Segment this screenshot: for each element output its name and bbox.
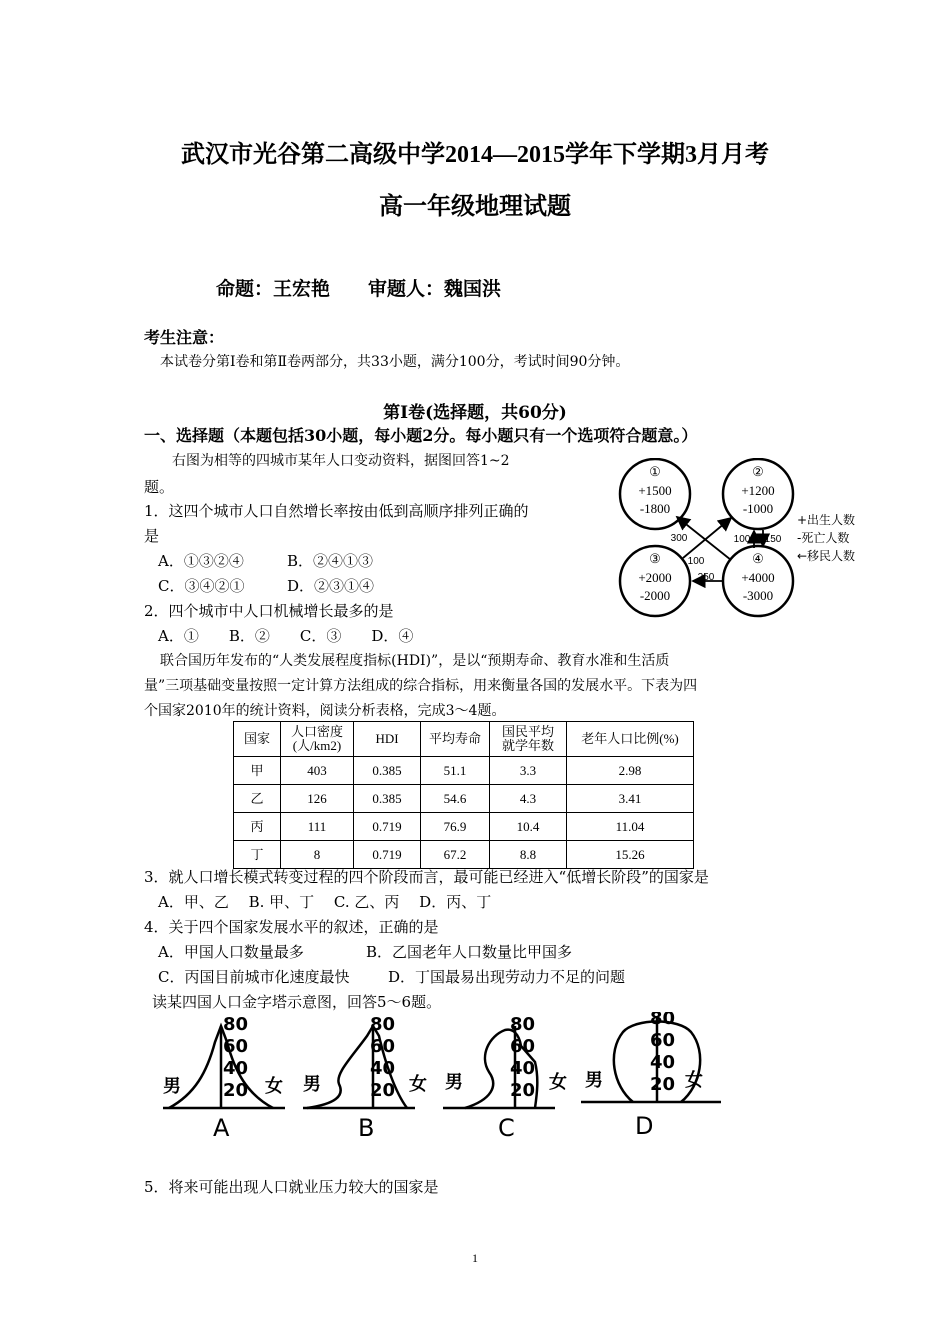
pyr-c-tick-40: 40 bbox=[510, 1058, 536, 1079]
q3-options: A．甲、乙 B. 甲、丁 C. 乙、丙 D．丙、丁 bbox=[158, 893, 492, 911]
population-pyramids bbox=[145, 1012, 725, 1142]
intro3: 读某四国人口金字塔示意图，回答5～6题。 bbox=[152, 993, 442, 1011]
table-row bbox=[234, 813, 694, 841]
pyr-b-male: 男 bbox=[303, 1074, 321, 1095]
table-cell: 8.8 bbox=[490, 841, 567, 869]
table-row bbox=[234, 757, 694, 785]
q4-stem: 4．关于四个国家发展水平的叙述，正确的是 bbox=[144, 918, 439, 936]
table-cell: 126 bbox=[281, 785, 354, 813]
flow-150: 150 bbox=[764, 534, 782, 545]
pyr-label-b: B bbox=[358, 1114, 375, 1142]
flow-250: 250 bbox=[697, 572, 715, 583]
pyr-b-female: 女 bbox=[409, 1074, 427, 1095]
table-cell: 54.6 bbox=[421, 785, 490, 813]
pyr-b-tick-80: 80 bbox=[370, 1014, 396, 1035]
city-1-death: -1800 bbox=[639, 501, 671, 516]
legend-migrant: ←移民人数 bbox=[797, 549, 856, 563]
hdi-table bbox=[233, 721, 694, 869]
q4-option-c: C．丙国目前城市化速度最快 bbox=[158, 968, 350, 986]
pyr-d-tick-40: 40 bbox=[650, 1052, 676, 1073]
pyr-a-male: 男 bbox=[163, 1076, 181, 1097]
legend-birth: +出生人数 bbox=[797, 513, 856, 527]
pyr-c-tick-60: 60 bbox=[510, 1036, 536, 1057]
notice-text: 本试卷分第Ⅰ卷和第Ⅱ卷两部分，共33小题，满分100分，考试时间90分钟。 bbox=[160, 354, 630, 370]
q3-stem: 3．就人口增长模式转变过程的四个阶段而言，最可能已经进入“低增长阶段”的国家是 bbox=[144, 868, 709, 886]
city-3-birth: +2000 bbox=[638, 570, 672, 585]
flow-100-a: 100 bbox=[687, 556, 705, 567]
table-row bbox=[234, 841, 694, 869]
pyr-a-tick-20: 20 bbox=[223, 1080, 249, 1101]
q1-option-c: C．③④②① bbox=[158, 577, 245, 595]
table-cell: 丁 bbox=[234, 841, 281, 869]
header-density: 人口密度 (人/km2) bbox=[281, 722, 354, 757]
table-cell: 67.2 bbox=[421, 841, 490, 869]
q1-option-d: D．②③①④ bbox=[287, 577, 375, 595]
city-4-label: ④ bbox=[752, 551, 764, 566]
pyr-d-male: 男 bbox=[585, 1070, 603, 1091]
pyr-a-tick-80: 80 bbox=[223, 1014, 249, 1035]
exam-title: 武汉市光谷第二高级中学2014—2015学年下学期3月月考 bbox=[181, 142, 769, 168]
pyr-b-tick-40: 40 bbox=[370, 1058, 396, 1079]
table-cell: 0.719 bbox=[354, 841, 421, 869]
table-cell: 3.3 bbox=[490, 757, 567, 785]
pyr-b-tick-60: 60 bbox=[370, 1036, 396, 1057]
flow-100-b: 100 bbox=[733, 534, 751, 545]
table-row bbox=[234, 785, 694, 813]
intro1-line2: 题。 bbox=[144, 478, 175, 496]
pyr-c-tick-20: 20 bbox=[510, 1080, 536, 1101]
table-cell: 0.385 bbox=[354, 757, 421, 785]
header-hdi: HDI bbox=[354, 722, 421, 757]
pyr-label-a: A bbox=[213, 1114, 230, 1142]
q5-stem: 5．将来可能出现人口就业压力较大的国家是 bbox=[144, 1178, 439, 1196]
city-2-birth: +1200 bbox=[741, 483, 775, 498]
table-header-row bbox=[234, 722, 694, 757]
flow-300: 300 bbox=[670, 533, 688, 544]
table-cell: 111 bbox=[281, 813, 354, 841]
table-cell: 丙 bbox=[234, 813, 281, 841]
q4-option-b: B．乙国老年人口数量比甲国多 bbox=[366, 943, 573, 961]
pyr-label-d: D bbox=[635, 1112, 654, 1140]
table-cell: 3.41 bbox=[567, 785, 694, 813]
table-cell: 51.1 bbox=[421, 757, 490, 785]
table-cell: 0.385 bbox=[354, 785, 421, 813]
table-cell: 10.4 bbox=[490, 813, 567, 841]
city-3-label: ③ bbox=[649, 551, 661, 566]
city-3-death: -2000 bbox=[639, 588, 671, 603]
exam-subtitle: 高一年级地理试题 bbox=[379, 194, 571, 220]
q4-option-d: D．丁国最易出现劳动力不足的问题 bbox=[388, 968, 626, 986]
city-1-label: ① bbox=[649, 464, 661, 479]
pyr-label-c: C bbox=[498, 1114, 515, 1142]
q4-option-a: A．甲国人口数量最多 bbox=[158, 943, 304, 961]
table-cell: 甲 bbox=[234, 757, 281, 785]
pyr-d-tick-80: 80 bbox=[650, 1012, 676, 1029]
exam-authors: 命题：王宏艳 审题人：魏国洪 bbox=[216, 278, 502, 300]
table-cell: 8 bbox=[281, 841, 354, 869]
q1-option-a: A．①③②④ bbox=[158, 552, 244, 570]
population-change-diagram bbox=[605, 458, 875, 618]
header-schooling: 国民平均 就学年数 bbox=[490, 722, 567, 757]
q2-options: A．① B．② C．③ D．④ bbox=[158, 627, 414, 645]
intro2-line3: 个国家2010年的统计资料，阅读分析表格，完成3～4题。 bbox=[144, 703, 506, 719]
pyr-c-female: 女 bbox=[549, 1072, 567, 1093]
table-cell: 2.98 bbox=[567, 757, 694, 785]
pyr-b-tick-20: 20 bbox=[370, 1080, 396, 1101]
q1-stem-cont: 是 bbox=[144, 527, 160, 545]
q2-stem: 2．四个城市中人口机械增长最多的是 bbox=[144, 602, 394, 620]
pyr-d-female: 女 bbox=[685, 1070, 703, 1091]
intro2-line1: 联合国历年发布的“人类发展程度指标(HDI)”，是以“预期寿命、教育水准和生活质 bbox=[160, 653, 670, 669]
legend-death: -死亡人数 bbox=[797, 531, 850, 545]
city-4-death: -3000 bbox=[742, 588, 774, 603]
notice-heading: 考生注意： bbox=[144, 328, 225, 347]
city-1-birth: +1500 bbox=[638, 483, 672, 498]
table-cell: 15.26 bbox=[567, 841, 694, 869]
table-cell: 0.719 bbox=[354, 813, 421, 841]
pyr-d-tick-20: 20 bbox=[650, 1074, 676, 1095]
intro1-line1: 右图为相等的四城市某年人口变动资料，据图回答1~2 bbox=[172, 453, 510, 469]
table-cell: 4.3 bbox=[490, 785, 567, 813]
table-cell: 11.04 bbox=[567, 813, 694, 841]
pyr-a-tick-60: 60 bbox=[223, 1036, 249, 1057]
section-heading: 一、选择题（本题包括30小题，每小题2分。每小题只有一个选项符合题意。） bbox=[144, 426, 698, 445]
table-cell: 403 bbox=[281, 757, 354, 785]
table-cell: 76.9 bbox=[421, 813, 490, 841]
header-elderly: 老年人口比例(%) bbox=[567, 722, 694, 757]
pyr-a-female: 女 bbox=[265, 1076, 283, 1097]
city-4-birth: +4000 bbox=[741, 570, 775, 585]
pyr-c-tick-80: 80 bbox=[510, 1014, 536, 1035]
header-life: 平均寿命 bbox=[421, 722, 490, 757]
pyr-a-tick-40: 40 bbox=[223, 1058, 249, 1079]
table-cell: 乙 bbox=[234, 785, 281, 813]
intro2-line2: 量”三项基础变量按照一定计算方法组成的综合指标，用来衡量各国的发展水平。下表为四 bbox=[144, 678, 698, 694]
q1-option-b: B．②④①③ bbox=[287, 552, 374, 570]
q1-stem: 1．这四个城市人口自然增长率按由低到高顺序排列正确的 bbox=[144, 502, 529, 520]
pyr-c-male: 男 bbox=[445, 1072, 463, 1093]
city-2-death: -1000 bbox=[742, 501, 774, 516]
part1-title: 第Ⅰ卷(选择题，共60分) bbox=[383, 403, 567, 423]
pyr-d-tick-60: 60 bbox=[650, 1030, 676, 1051]
city-2-label: ② bbox=[752, 464, 764, 479]
page-number: 1 bbox=[472, 1251, 478, 1265]
header-country: 国家 bbox=[234, 722, 281, 757]
